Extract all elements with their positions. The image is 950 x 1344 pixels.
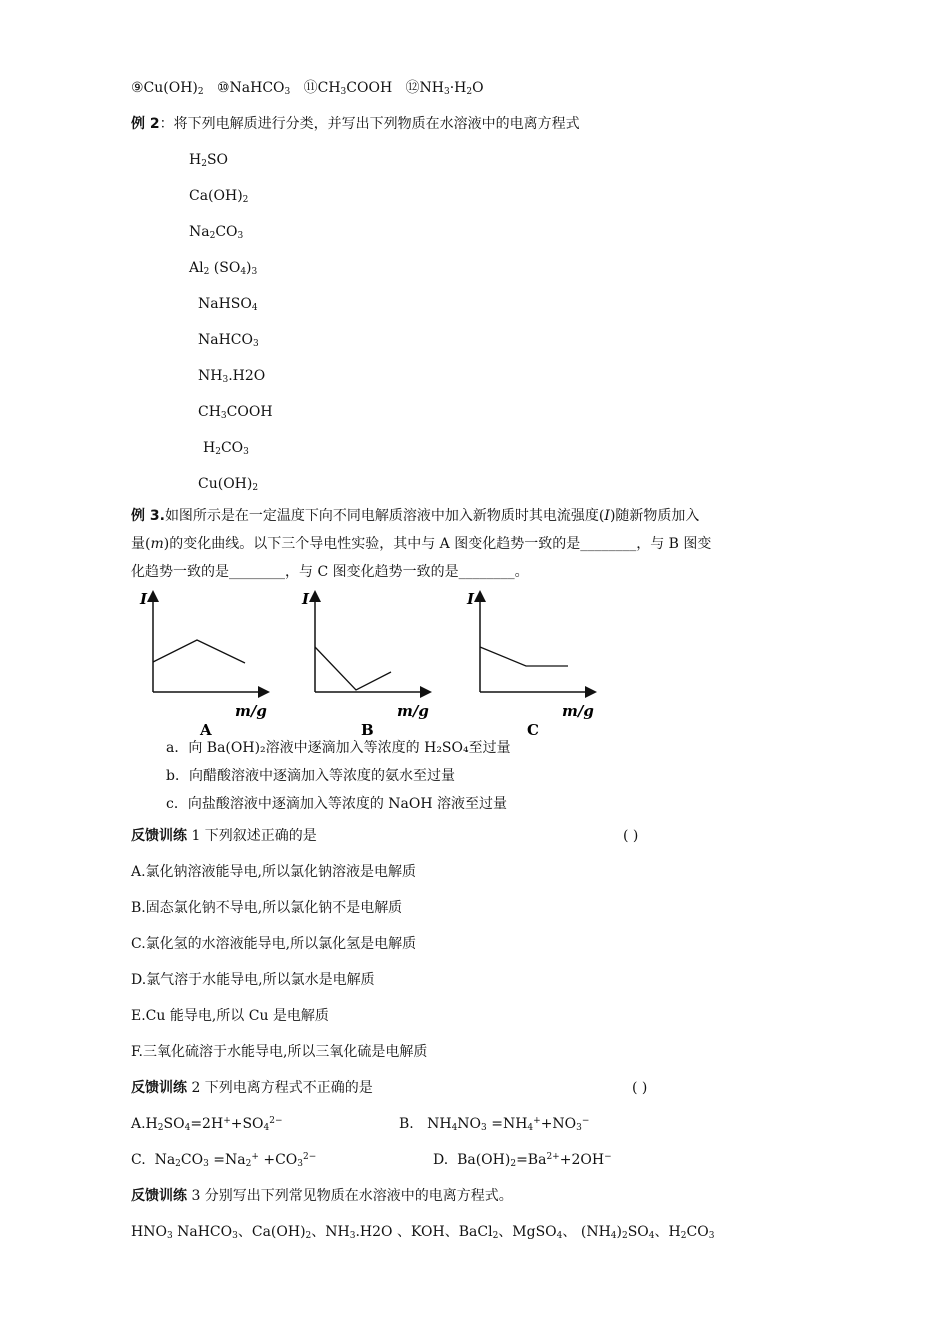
compound-na2co3: $Na_2CO_3$ (189, 224, 244, 241)
feedback1-option-c: C.氯化氢的水溶液能导电,所以氯化氢是电解质 (131, 936, 417, 952)
feedback1-heading: 反馈训练 1 下列叙述正确的是 (131, 828, 317, 844)
example3-line3: 化趋势一致的是________，与 C 图变化趋势一致的是________。 (131, 564, 529, 580)
example2-heading (131, 114, 580, 134)
item-11: $⑪CH_3COOH$ (303, 80, 393, 97)
graph-c-ylabel: I (467, 590, 475, 608)
compound-cuoh2: $Cu(OH)_2$ (198, 476, 259, 493)
feedback3-label: 反馈训练 (131, 1188, 187, 1204)
feedback1-option-f: F.三氧化硫溶于水能导电,所以三氧化硫是电解质 (131, 1044, 428, 1060)
graph-a-curve (153, 640, 245, 663)
compound-h2so: $H_2SO$ (189, 152, 229, 169)
feedback2-option-a: $A.H_2SO_4=2H^++SO_4^{2-}$ (131, 1116, 283, 1133)
graph-b-curve (315, 647, 391, 690)
compound-caoh2: $Ca(OH)_2$ (189, 188, 249, 205)
item-9: $⑨Cu(OH)_2$ (131, 80, 204, 97)
graph-c (463, 590, 598, 744)
feedback1-answer-paren: ( ) (623, 828, 639, 844)
graph-a (136, 590, 271, 744)
compound-nh3h2o: $NH_3.H2O$ (198, 368, 266, 385)
compound-al2so43: $Al_2$ $(SO_4)_3$ (189, 260, 258, 277)
feedback3-compounds: $HNO_3$ NaHCO$_3$、$Ca(OH)_2$、$NH_3.H2O$ 、KOH、BaCl$_2$、MgSO$_4$、 $(NH_4)_2SO_4$、$H_2CO_3$ (131, 1224, 715, 1241)
graph-b (298, 590, 433, 744)
compound-ch3cooh: $CH_3COOH$ (198, 404, 273, 421)
feedback2-heading: 反馈训练 2 下列电离方程式不正确的是 (131, 1080, 373, 1096)
compound-nahco3: NaHCO$_3$ (198, 332, 259, 349)
example2-label: 例 2 (131, 116, 160, 132)
feedback3-heading: 反馈训练 3 分别写出下列常见物质在水溶液中的电离方程式。 (131, 1188, 513, 1204)
feedback1-option-a: A.氯化钠溶液能导电,所以氯化钠溶液是电解质 (131, 864, 417, 880)
item-10: ⑩NaHCO$_3$ (216, 80, 291, 97)
feedback1-label: 反馈训练 (131, 828, 187, 844)
example3-label: 例 3. (131, 508, 165, 524)
graph-b-name: B (361, 721, 374, 739)
feedback2-option-b: B. $NH_4NO_3 =NH_4^++NO_3^-$ (399, 1116, 590, 1133)
feedback1-option-e: E.Cu 能导电,所以 Cu 是电解质 (131, 1008, 329, 1024)
example3-line2: 量(m)的变化曲线。以下三个导电性实验，其中与 A 图变化趋势一致的是________，与 B 图变 (131, 536, 712, 552)
example3-line1: 例 3.如图所示是在一定温度下向不同电解质溶液中加入新物质时其电流强度(I)随新物质加入 (131, 508, 700, 524)
graph-a-ylabel: I (140, 590, 148, 608)
graph-b-ylabel: I (302, 590, 310, 608)
compound-nahso4: NaHSO$_4$ (198, 296, 258, 313)
example3-option-b: b．向醋酸溶液中逐滴加入等浓度的氨水至过量 (166, 768, 455, 784)
graph-b-xlabel: m/g (397, 702, 429, 720)
graph-c-curve (480, 647, 568, 666)
graph-a-name: A (200, 721, 212, 739)
graph-c-xlabel: m/g (562, 702, 594, 720)
example2-text: ：将下列电解质进行分类，并写出下列物质在水溶液中的电离方程式 (159, 116, 580, 132)
graph-c-name: C (527, 721, 539, 739)
feedback2-option-c: C. $Na_2CO_3 =Na_2^+ +CO_3^{2-}$ (131, 1152, 317, 1169)
item-12: $⑫NH_3\cdot H_2O$ (405, 80, 484, 97)
example3-option-a: a．向 Ba(OH)₂溶液中逐滴加入等浓度的 H₂SO₄至过量 (166, 740, 511, 756)
compound-h2co3: $H_2CO_3$ (203, 440, 249, 457)
feedback2-label: 反馈训练 (131, 1080, 187, 1096)
graph-a-xlabel: m/g (235, 702, 267, 720)
feedback2-option-d: D. $Ba(OH)_2=Ba^{2+}+2OH^-$ (433, 1152, 612, 1169)
feedback1-option-d: D.氯气溶于水能导电,所以氯水是电解质 (131, 972, 375, 988)
feedback1-option-b: B.固态氯化钠不导电,所以氯化钠不是电解质 (131, 900, 403, 916)
top-items-line (131, 78, 484, 98)
feedback2-answer-paren: ( ) (632, 1080, 648, 1096)
example3-option-c: c．向盐酸溶液中逐滴加入等浓度的 NaOH 溶液至过量 (166, 796, 508, 812)
